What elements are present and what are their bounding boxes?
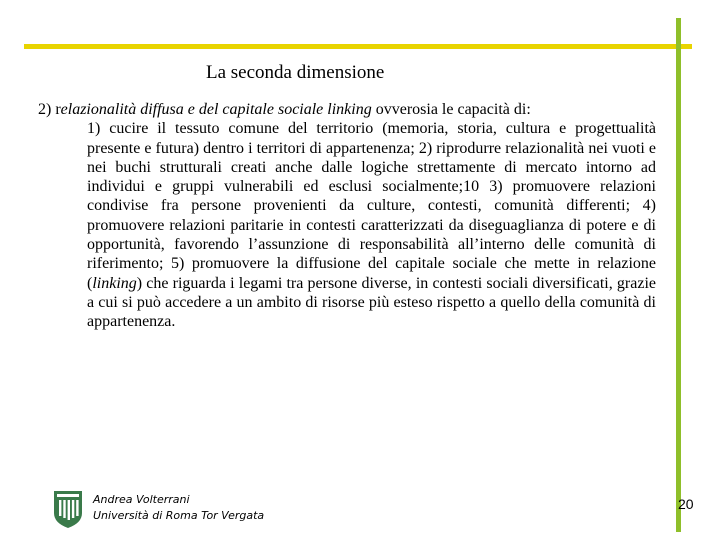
footer-credit [93,492,264,524]
body-paragraph [38,119,656,331]
page-number: 20 [678,496,694,512]
university-logo [52,489,84,529]
intro-suffix: ovverosia le capacità di: [371,101,531,118]
university-name: Università di Roma Tor Vergata [93,509,265,522]
slide-title: La seconda dimensione [206,62,385,83]
top-accent-line [24,44,692,49]
intro-italic: elazionalità diffusa e del capitale sociale linking [60,101,372,118]
author-name: Andrea Volterrani [93,493,190,506]
body-italic: linking [92,274,137,292]
intro-line [38,100,656,119]
side-accent-line [676,18,681,532]
body-part1: 1) cucire il tessuto comune del territorio (memoria, storia, cultura e progettualità presente e futura) dentro i territori di appartenenza; 2) riprodurre relazionalità nei vuoti e nei buchi strutturali creati anche dalle logiche strettamente di mercato intorno ad individui e gruppi vulnerabili ed esclusi socialmente;10 3) promuovere relazioni condivise fra persone provenienti da culture, contesti, comunità differenti; 4) promuovere relazioni paritarie in contesti caratterizzati da diseguaglianza di potere e di opportunità, favorendo l’assunzione di responsabilità all’interno delle comunità di riferimento; 5) promuovere la diffusione del capitale sociale che mette in relazione ( [87,120,656,292]
slide-body [38,100,656,332]
intro-prefix: 2) r [38,101,61,118]
body-part2: ) che riguarda i legami tra persone diverse, in contesti sociali diversificati, grazie a cui si può accedere a un ambito di risorse più esteso rispetto a quello della comunità di appartenenza. [87,274,656,331]
